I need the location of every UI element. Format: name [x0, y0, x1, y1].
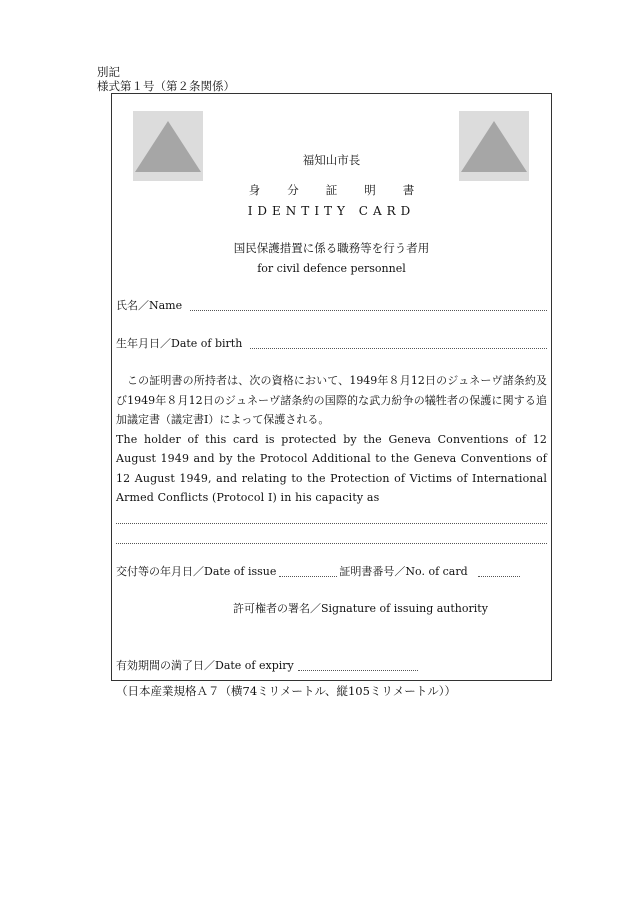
card-title-ja: 身分証明書 [248, 183, 442, 197]
name-input-line[interactable] [190, 301, 547, 311]
triangle-emblem-icon [459, 111, 529, 181]
statement-ja: この証明書の所持者は、次の資格において、1949年８月12日のジュネーヴ諸条約及び1949年８月12日のジュネーヴ諸条約の国際的な武力紛争の犠牲者の保護に関する追加議定書（議定書Ⅰ）によって保護される。 [116, 374, 547, 426]
card-title-en: IDENTITY CARD [247, 204, 416, 218]
identity-card [111, 93, 552, 681]
name-field [116, 297, 547, 313]
protection-statement [116, 371, 547, 508]
name-label: 氏名／Name [116, 299, 183, 312]
expiry-input-line[interactable] [298, 661, 418, 671]
issue-date-label: 交付等の年月日／Date of issue [116, 565, 277, 578]
card-subtitle-ja: 国民保護措置に係る職務等を行う者用 [233, 241, 430, 255]
statement-en: The holder of this card is protected by the Geneva Conventions of 12 August 1949 and by the Protocol Additional to the Geneva Conventions of 12 August 1949, and relating to the Protection of Victims of International Armed Conflicts (Protocol Ⅰ) in his capacity as [116, 432, 547, 504]
annex-label: 別記 [97, 65, 120, 79]
issuer-name: 福知山市長 [302, 153, 361, 167]
expiry-label: 有効期間の満了日／Date of expiry [116, 659, 294, 672]
size-note: （日本産業規格Ａ７（横74ミリメートル、縦105ミリメートル）） [116, 684, 456, 698]
dob-field [116, 335, 547, 351]
expiry-row [116, 657, 418, 673]
issue-date-input-line[interactable] [279, 567, 337, 577]
card-number-label: 証明書番号／No. of card [339, 565, 468, 578]
card-subtitle-en: for civil defence personnel [257, 262, 406, 275]
card-number-input-line[interactable] [478, 567, 520, 577]
signature-label: 許可権者の署名／Signature of issuing authority [233, 602, 488, 615]
capacity-input-line-2[interactable] [116, 543, 547, 544]
form-number-label: 様式第１号（第２条関係） [97, 79, 235, 93]
dob-input-line[interactable] [250, 339, 547, 349]
dob-label: 生年月日／Date of birth [116, 337, 243, 350]
capacity-input-line[interactable] [116, 523, 547, 524]
triangle-emblem-icon [133, 111, 203, 181]
issue-row [116, 563, 520, 579]
